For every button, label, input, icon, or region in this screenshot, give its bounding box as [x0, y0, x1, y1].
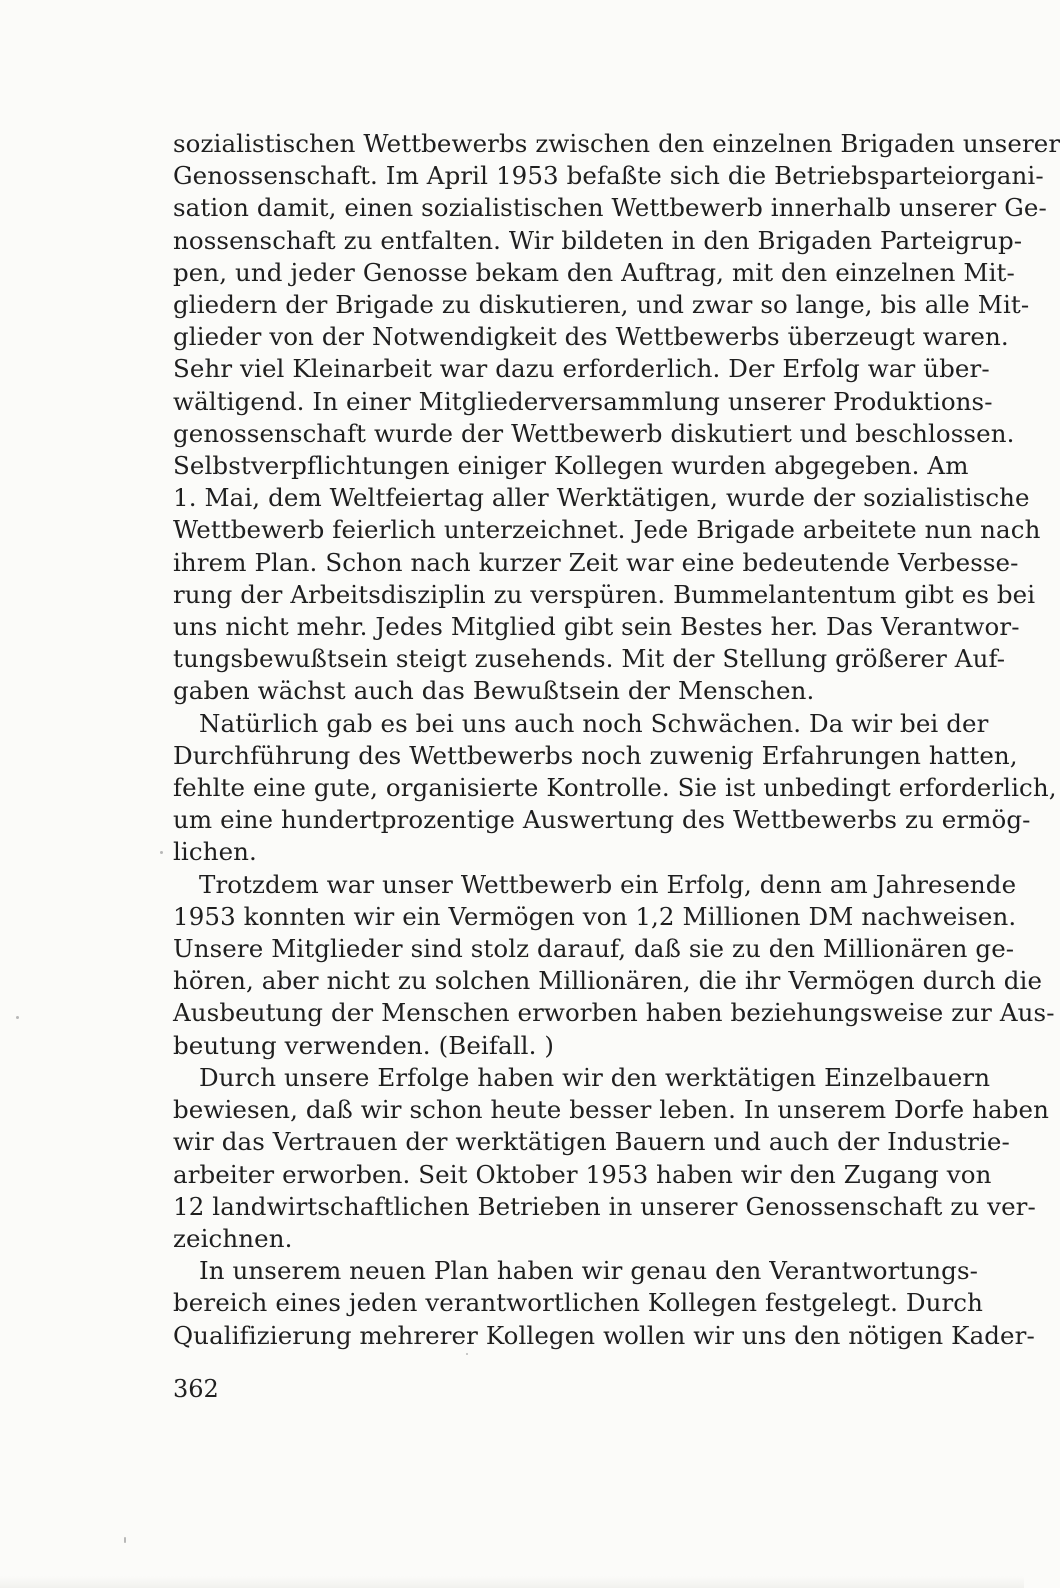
text-line: tungsbewußtsein steigt zusehends. Mit der Stellung größerer Auf-	[173, 644, 1006, 674]
text-line: sation damit, einen sozialistischen Wettbewerb innerhalb unserer Ge-	[173, 193, 1047, 223]
text-line: um eine hundertprozentige Auswertung des Wettbewerbs zu ermög-	[173, 805, 1031, 835]
page-bottom-edge	[0, 1576, 1024, 1588]
text-line: wir das Vertrauen der werktätigen Bauern und auch der Industrie-	[173, 1127, 1010, 1157]
text-line: fehlte eine gute, organisierte Kontrolle. Sie ist unbedingt erforderlich,	[173, 773, 1057, 803]
text-line: nossenschaft zu entfalten. Wir bildeten in den Brigaden Parteigrup-	[173, 225, 1023, 255]
text-line: Ausbeutung der Menschen erworben haben beziehungsweise zur Aus-	[173, 998, 1055, 1028]
scan-speck	[466, 1353, 468, 1355]
text-line: lichen.	[173, 837, 257, 867]
text-line: Trotzdem war unser Wettbewerb ein Erfolg, denn am Jahresende	[199, 869, 1017, 899]
text-line: hören, aber nicht zu solchen Millionären, die ihr Vermögen durch die	[173, 966, 1043, 996]
text-line: 1953 konnten wir ein Vermögen von 1,2 Millionen DM nachweisen.	[173, 901, 1017, 931]
text-line: Natürlich gab es bei uns auch noch Schwächen. Da wir bei der	[199, 708, 989, 738]
scan-speck	[16, 1016, 19, 1019]
text-line: Durchführung des Wettbewerbs noch zuwenig Erfahrungen hatten,	[173, 740, 1018, 770]
text-line: uns nicht mehr. Jedes Mitglied gibt sein Bestes her. Das Verantwor-	[173, 612, 1020, 642]
text-line: gliedern der Brigade zu diskutieren, und zwar so lange, bis alle Mit-	[173, 290, 1030, 320]
text-line: Qualifizierung mehrerer Kollegen wollen wir uns den nötigen Kader-	[173, 1320, 1035, 1350]
text-line: Wettbewerb feierlich unterzeichnet. Jede Brigade arbeitete nun nach	[173, 515, 1041, 545]
text-line: rung der Arbeitsdisziplin zu verspüren. Bummelantentum gibt es bei	[173, 579, 1036, 609]
text-line: arbeiter erworben. Seit Oktober 1953 haben wir den Zugang von	[173, 1159, 992, 1189]
text-line: ihrem Plan. Schon nach kurzer Zeit war eine bedeutende Verbesse-	[173, 547, 1019, 577]
text-line: genossenschaft wurde der Wettbewerb diskutiert und beschlossen.	[173, 418, 1015, 448]
text-line: beutung verwenden. (Beifall. )	[173, 1030, 555, 1060]
text-line: gaben wächst auch das Bewußtsein der Menschen.	[173, 676, 815, 706]
text-line: bewiesen, daß wir schon heute besser leben. In unserem Dorfe haben	[173, 1095, 1049, 1125]
scan-speck	[124, 1537, 126, 1543]
text-line: Unsere Mitglieder sind stolz darauf, daß sie zu den Millionären ge-	[173, 934, 1015, 964]
text-line: zeichnen.	[173, 1223, 293, 1253]
scan-speck	[160, 851, 163, 854]
text-line: wältigend. In einer Mitgliederversammlung unserer Produktions-	[173, 386, 993, 416]
text-line: bereich eines jeden verantwortlichen Kollegen festgelegt. Durch	[173, 1288, 983, 1318]
text-line: 12 landwirtschaftlichen Betrieben in unserer Genossenschaft zu ver-	[173, 1191, 1036, 1221]
text-line: Sehr viel Kleinarbeit war dazu erforderlich. Der Erfolg war über-	[173, 354, 990, 384]
body-text	[173, 128, 1060, 1352]
text-line: pen, und jeder Genosse bekam den Auftrag, mit den einzelnen Mit-	[173, 257, 1015, 287]
text-line: Selbstverpflichtungen einiger Kollegen wurden abgegeben. Am	[173, 451, 969, 481]
text-line: sozialistischen Wettbewerbs zwischen den einzelnen Brigaden unserer	[173, 129, 1060, 158]
page-number: 362	[173, 1375, 219, 1403]
text-line: glieder von der Notwendigkeit des Wettbewerbs überzeugt waren.	[173, 322, 1009, 352]
text-line: In unserem neuen Plan haben wir genau den Verantwortungs-	[199, 1256, 979, 1286]
text-line: Genossenschaft. Im April 1953 befaßte sich die Betriebsparteiorgani-	[173, 161, 1044, 191]
text-line: 1. Mai, dem Weltfeiertag aller Werktätigen, wurde der sozialistische	[173, 483, 1030, 513]
text-line: Durch unsere Erfolge haben wir den werktätigen Einzelbauern	[199, 1062, 991, 1092]
